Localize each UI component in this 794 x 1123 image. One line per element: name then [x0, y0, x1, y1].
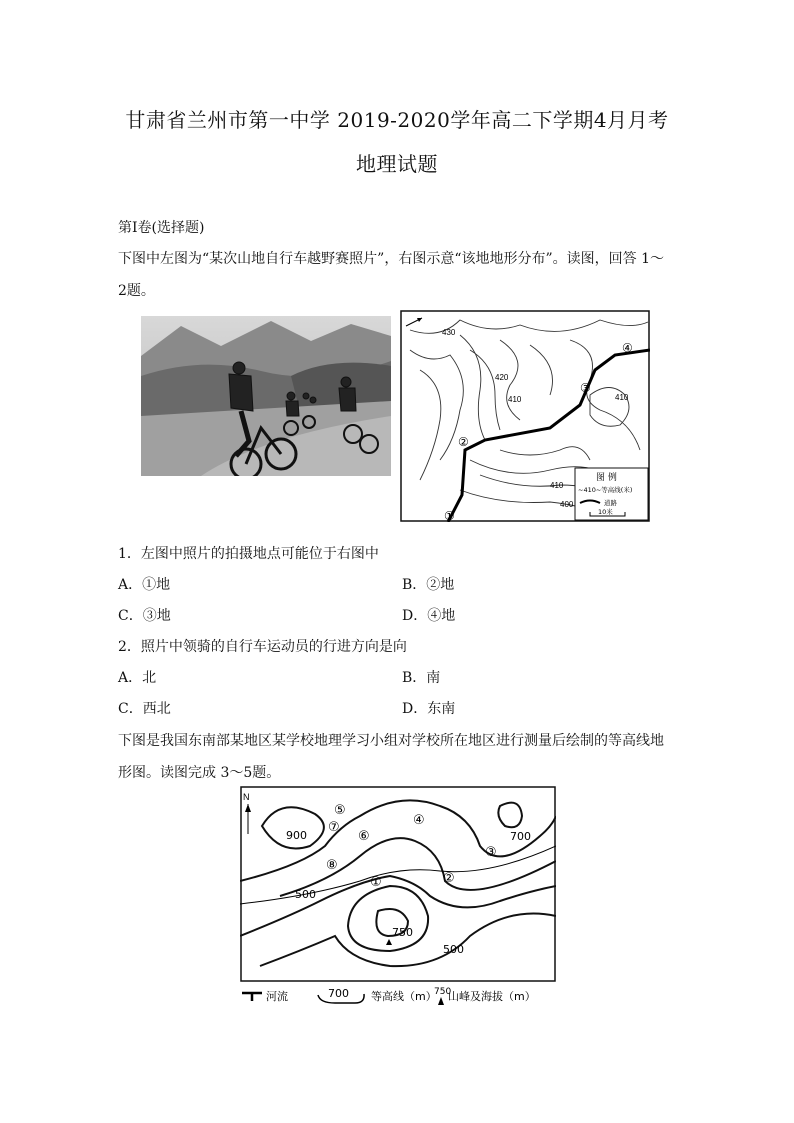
legend-scale: 10米 — [598, 508, 613, 516]
q2-option-b[interactable]: B．南 — [402, 670, 441, 686]
legend-contour: ~410~等高线(米) — [578, 486, 633, 494]
contour-label-410-b: 410 — [615, 393, 629, 402]
map2-point-4: ④ — [413, 813, 425, 828]
contour-label-400: 400 — [560, 500, 574, 509]
contour-map-1 — [400, 310, 650, 522]
point-3: ③ — [580, 381, 591, 395]
point-4: ④ — [622, 341, 633, 355]
legend-river: 河流 — [266, 990, 288, 1003]
peak-icon — [438, 997, 444, 1005]
map2-legend — [240, 985, 570, 1007]
q1-option-a[interactable]: A．①地 — [118, 577, 171, 593]
map2-point-3: ③ — [485, 845, 497, 860]
q2-option-c[interactable]: C．西北 — [118, 701, 171, 717]
contour-label-500-b: 500 — [443, 943, 464, 956]
q2-stem: 2．照片中领骑的自行车运动员的行进方向是向 — [118, 639, 407, 655]
contour-label-420: 420 — [495, 373, 509, 382]
intro-2-line-1: 下图是我国东南部某地区某学校地理学习小组对学校所在地区进行测量后绘制的等高线地 — [118, 733, 664, 749]
contour-label-410-c: 410 — [550, 481, 564, 490]
legend-peak-value: 750 — [434, 987, 452, 997]
q1-option-b[interactable]: B．②地 — [402, 577, 455, 593]
contour-label-410-a: 410 — [508, 395, 522, 404]
bike-race-photo — [141, 316, 391, 476]
q1-stem: 1．左图中照片的拍摄地点可能位于右图中 — [118, 546, 379, 562]
peak-label-750: 750 — [392, 926, 413, 939]
exam-title: 甘肃省兰州市第一中学 2019-2020学年高二下学期4月月考 — [125, 108, 669, 132]
exam-subject: 地理试题 — [356, 152, 438, 176]
north-label: N — [243, 792, 250, 802]
map2-point-2: ② — [443, 871, 455, 886]
contour-label-700: 700 — [510, 830, 531, 843]
map2-point-7: ⑦ — [328, 820, 340, 835]
point-1: ① — [444, 509, 455, 522]
q2-option-a[interactable]: A．北 — [118, 670, 157, 686]
map2-point-1: ① — [370, 875, 382, 890]
legend-road: 道路 — [604, 499, 617, 507]
map2-point-8: ⑧ — [326, 858, 338, 873]
intro-2-line-2: 形图。读图完成 3～5题。 — [118, 765, 281, 781]
map2-point-6: ⑥ — [358, 829, 370, 844]
contour-map-2 — [240, 786, 556, 982]
intro-1-line-2: 2题。 — [118, 283, 155, 299]
intro-1-line-1: 下图中左图为“某次山地自行车越野赛照片”，右图示意“该地地形分布”。读图，回答 1～ — [118, 251, 664, 267]
legend-peak: 山峰及海拔（m） — [448, 990, 536, 1003]
section-label: 第Ⅰ卷(选择题) — [118, 220, 205, 236]
contour-label-430: 430 — [442, 328, 456, 337]
legend-title: 图 例 — [596, 473, 617, 483]
map2-point-5: ⑤ — [334, 803, 346, 818]
contour-label-500-a: 500 — [295, 888, 316, 901]
point-2: ② — [458, 435, 469, 449]
map1-legend — [575, 468, 648, 520]
q1-option-d[interactable]: D．④地 — [402, 608, 456, 624]
legend-contour-value: 700 — [328, 987, 349, 1000]
legend-contour: 等高线（m） — [371, 990, 437, 1003]
river-icon — [242, 993, 262, 1001]
contour-label-900: 900 — [286, 829, 307, 842]
q2-option-d[interactable]: D．东南 — [402, 701, 456, 717]
q1-option-c[interactable]: C．③地 — [118, 608, 171, 624]
